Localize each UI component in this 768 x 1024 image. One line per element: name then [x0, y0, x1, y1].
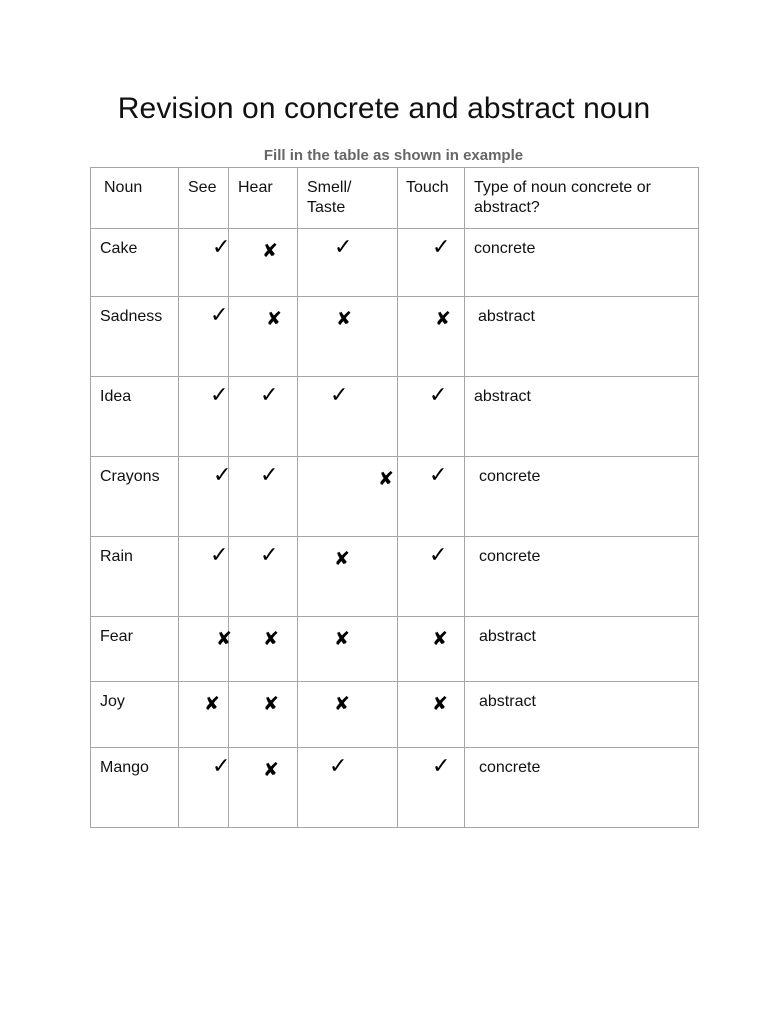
check-mark-icon: ✓	[432, 754, 451, 779]
touch-cell	[398, 457, 465, 537]
type-cell	[465, 297, 699, 377]
cross-mark-icon: ✘	[204, 693, 220, 715]
check-mark-icon: ✓	[334, 235, 353, 260]
touch-cell	[398, 377, 465, 457]
cross-mark-icon: ✘	[263, 759, 279, 781]
table-row	[91, 377, 699, 457]
see-cell	[179, 229, 229, 297]
hear-cell	[229, 537, 298, 617]
table-row	[91, 682, 699, 748]
check-mark-icon: ✓	[210, 543, 229, 568]
check-mark-icon: ✓	[330, 383, 349, 408]
check-mark-icon: ✓	[210, 303, 229, 328]
noun-cell	[91, 457, 179, 537]
smell-taste-cell	[298, 457, 398, 537]
cross-mark-icon: ✘	[266, 308, 282, 330]
smell-taste-cell	[298, 617, 398, 682]
see-cell	[179, 377, 229, 457]
noun-label: Idea	[100, 388, 132, 405]
check-mark-icon: ✓	[260, 543, 279, 568]
cross-mark-icon: ✘	[334, 693, 350, 715]
noun-cell	[91, 748, 179, 828]
table-row	[91, 617, 699, 682]
noun-type-answer: concrete	[479, 548, 541, 565]
touch-cell	[398, 229, 465, 297]
noun-label: Crayons	[100, 468, 160, 485]
noun-label: Rain	[100, 548, 133, 565]
hear-cell	[229, 748, 298, 828]
smell-taste-cell	[298, 229, 398, 297]
header-touch: Touch	[398, 168, 465, 229]
hear-cell	[229, 457, 298, 537]
noun-cell	[91, 617, 179, 682]
noun-type-answer: concrete	[479, 468, 541, 485]
noun-cell	[91, 682, 179, 748]
cross-mark-icon: ✘	[216, 628, 232, 650]
check-mark-icon: ✓	[210, 383, 229, 408]
header-hear: Hear	[229, 168, 298, 229]
cross-mark-icon: ✘	[263, 693, 279, 715]
check-mark-icon: ✓	[212, 754, 231, 779]
check-mark-icon: ✓	[429, 383, 448, 408]
noun-cell	[91, 229, 179, 297]
type-cell	[465, 682, 699, 748]
noun-type-answer: abstract	[474, 388, 531, 405]
check-mark-icon: ✓	[260, 383, 279, 408]
cross-mark-icon: ✘	[432, 693, 448, 715]
noun-label: Joy	[100, 693, 125, 710]
noun-label: Fear	[100, 628, 133, 645]
type-cell	[465, 229, 699, 297]
hear-cell	[229, 617, 298, 682]
see-cell	[179, 682, 229, 748]
smell-taste-cell	[298, 682, 398, 748]
cross-mark-icon: ✘	[378, 468, 394, 490]
touch-cell	[398, 682, 465, 748]
type-cell	[465, 617, 699, 682]
check-mark-icon: ✓	[329, 754, 348, 779]
header-noun: Noun	[91, 168, 179, 229]
smell-taste-cell	[298, 537, 398, 617]
page-title: Revision on concrete and abstract noun	[117, 92, 651, 125]
table-row	[91, 297, 699, 377]
table-row	[91, 457, 699, 537]
check-mark-icon: ✓	[429, 463, 448, 488]
smell-taste-cell	[298, 748, 398, 828]
touch-cell	[398, 617, 465, 682]
noun-label: Sadness	[100, 308, 163, 325]
cross-mark-icon: ✘	[336, 308, 352, 330]
cross-mark-icon: ✘	[435, 308, 451, 330]
header-type: Type of noun concrete or abstract?	[465, 168, 699, 229]
cross-mark-icon: ✘	[263, 628, 279, 650]
see-cell	[179, 297, 229, 377]
cross-mark-icon: ✘	[334, 628, 350, 650]
check-mark-icon: ✓	[260, 463, 279, 488]
hear-cell	[229, 297, 298, 377]
noun-label: Cake	[100, 240, 138, 257]
cross-mark-icon: ✘	[432, 628, 448, 650]
noun-type-answer: abstract	[479, 693, 536, 710]
type-cell	[465, 377, 699, 457]
cross-mark-icon: ✘	[334, 548, 350, 570]
noun-cell	[91, 537, 179, 617]
type-cell	[465, 748, 699, 828]
noun-type-answer: concrete	[479, 759, 541, 776]
hear-cell	[229, 377, 298, 457]
see-cell	[179, 748, 229, 828]
touch-cell	[398, 297, 465, 377]
check-mark-icon: ✓	[429, 543, 448, 568]
type-cell	[465, 457, 699, 537]
noun-label: Mango	[100, 759, 149, 776]
instructions: Fill in the table as shown in example	[263, 147, 524, 164]
smell-taste-cell	[298, 377, 398, 457]
header-smell-taste: Smell/ Taste	[298, 168, 398, 229]
see-cell	[179, 537, 229, 617]
check-mark-icon: ✓	[212, 235, 231, 260]
noun-type-answer: abstract	[478, 308, 535, 325]
noun-type-answer: abstract	[479, 628, 536, 645]
noun-cell	[91, 377, 179, 457]
see-cell	[179, 457, 232, 537]
cross-mark-icon: ✘	[262, 240, 278, 262]
header-row	[91, 168, 699, 229]
check-mark-icon: ✓	[213, 463, 232, 488]
noun-table	[90, 167, 699, 828]
hear-cell	[229, 682, 298, 748]
table-row	[91, 229, 699, 297]
type-cell	[465, 537, 699, 617]
table-row	[91, 537, 699, 617]
hear-cell	[229, 229, 298, 297]
smell-taste-cell	[298, 297, 398, 377]
check-mark-icon: ✓	[432, 235, 451, 260]
touch-cell	[398, 748, 465, 828]
noun-type-answer: concrete	[474, 240, 536, 257]
see-cell	[179, 617, 232, 682]
touch-cell	[398, 537, 465, 617]
header-see: See	[179, 168, 229, 229]
noun-cell	[91, 297, 179, 377]
table-row	[91, 748, 699, 828]
